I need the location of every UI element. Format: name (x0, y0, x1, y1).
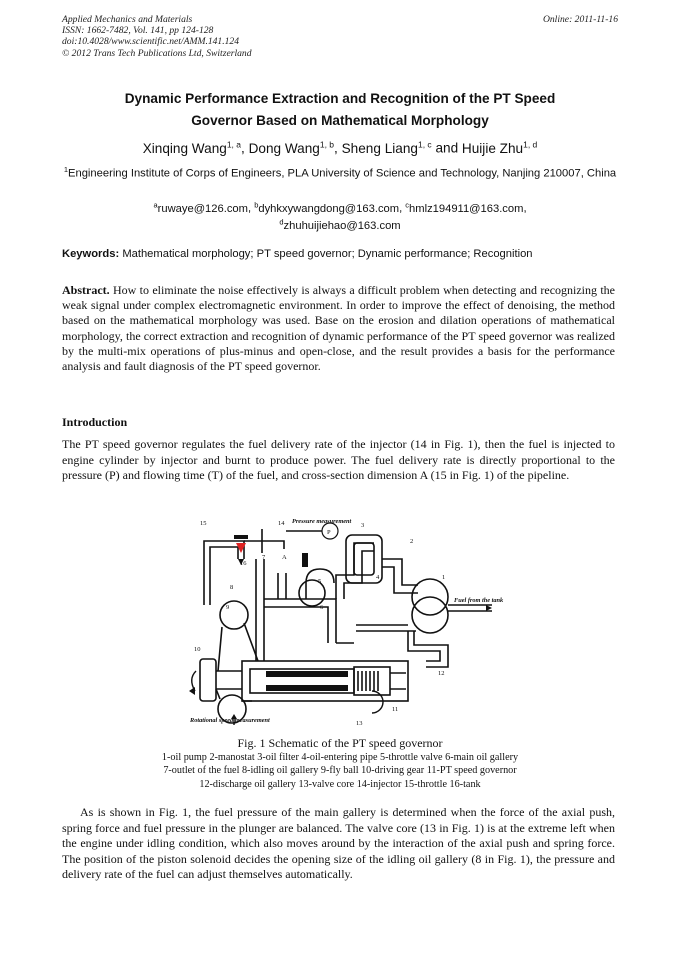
legend-line: 12-discharge oil gallery 13-valve core 14-injector 15-throttle 16-tank (199, 778, 481, 790)
label-8: 8 (230, 584, 234, 591)
label-5: 5 (318, 578, 322, 585)
copyright-line: © 2012 Trans Tech Publications Ltd, Switzerland (62, 47, 252, 59)
author-list: Xinqing Wang$^{1, a}$, Dong Wang$^{1, b}$, Sheng Liang$^{1, c}$ and Huijie Zhu$^{1, d}$ (142, 139, 538, 156)
figure-caption: Fig. 1 Schematic of the PT speed governor (237, 736, 443, 750)
label-fuel-from-tank: Fuel from the tank (454, 597, 504, 604)
label-rotational-speed: Rotational speed measurement (190, 717, 270, 724)
affiliation: $^1$Engineering Institute of Corps of Engineers, PLA University of Science and Technology, Nanjing 210007, China (63, 165, 617, 180)
abstract-text: How to eliminate the noise effectively is always a difficult problem when detecting and recognizing the weak signal under complex electromagnetic environment. In order to improve the effect of denoising, the method based on the mathematical morphology was used. Base on the erosion and dilation operations of mathematical morphology, the correct extraction and recognition of dynamic performance of the PT speed governor was realized by the multi-mix operations of plus-minus and open-close, and the result provides a basis for the performance analysis and fault diagnosis of the PT speed governor. (62, 283, 616, 374)
abstract (62, 283, 615, 374)
label-16: 16 (240, 560, 247, 567)
label-7: 7 (262, 554, 266, 561)
legend-line: 7-outlet of the fuel 8-idling oil gallery 9-fly ball 10-driving gear 11-PT speed governor (163, 765, 517, 777)
introduction-paragraph-2: As is shown in Fig. 1, the fuel pressure of the main gallery is determined when the force of the axial push, spring force and fuel pressure in the plunger are balanced. The valve core (13 in Fig. 1) is at the extreme left when the engine under idling condition, which also moves around by the interaction of the axial push and spring force. The position of the piston solenoid decides the opening size of the idling oil gallery (8 in Fig. 1), the pressure and delivery rate of the fuel can adjust themselves automatically. (62, 805, 615, 881)
label-pressure-measurement: Pressure measurement (292, 518, 352, 525)
abstract-label: Abstract. (62, 283, 110, 297)
title-line-1: Dynamic Performance Extraction and Recognition of the PT Speed (124, 91, 556, 106)
figure-legend (62, 751, 618, 791)
keywords (62, 247, 618, 261)
journal-header (62, 14, 618, 59)
governor-schematic (186, 513, 504, 735)
label-13: 13 (356, 720, 363, 727)
label-12: 12 (438, 670, 445, 677)
email: $^d$zhuhuijiehao@163.com (279, 217, 401, 233)
label-9: 9 (226, 604, 230, 611)
label-15: 15 (200, 520, 207, 527)
keywords-text: Mathematical morphology; PT speed governor; Dynamic performance; Recognition (122, 248, 533, 260)
label-3: 3 (361, 522, 365, 529)
label-14: 14 (278, 520, 285, 527)
label-10: 10 (194, 646, 201, 653)
label-1: 1 (442, 574, 446, 581)
email-list: $^a$ruwaye@126.com, $^b$dyhkxywangdong@163.com, $^c$hmlz194911@163.com, $^d$zhuhuijiehao@163.com (153, 200, 527, 233)
label-4: 4 (376, 574, 380, 581)
title-line-2: Governor Based on Mathematical Morphology (191, 113, 489, 128)
doi-line: doi:10.4028/www.scientific.net/AMM.141.124 (62, 36, 240, 48)
author: Sheng Liang$^{1, c}$ (341, 139, 432, 156)
keywords-label: Keywords: (62, 248, 120, 260)
label-11: 11 (392, 706, 399, 713)
email: $^c$hmlz194911@163.com (405, 200, 524, 215)
issn-line: ISSN: 1662-7482, Vol. 141, pp 124-128 (62, 25, 214, 37)
email: $^a$ruwaye@126.com (153, 200, 248, 215)
figure-1 (186, 513, 504, 735)
online-date: Online: 2011-11-16 (542, 14, 618, 25)
label-6: 6 (320, 604, 324, 611)
author: Xinqing Wang$^{1, a}$ (142, 139, 242, 156)
introduction-paragraph-1: The PT speed governor regulates the fuel delivery rate of the injector (14 in Fig. 1), then the fuel is injected to engine cylinder by injector and burnt to produce power. The fuel delivery rate is directly proportional to the pressure (P) and flowing time (T) of the fuel, and cross-section dimension A (15 in Fig. 1) of the pipeline. (62, 437, 615, 483)
journal-name: Applied Mechanics and Materials (62, 14, 193, 25)
label-p: P (327, 529, 331, 536)
author: Huijie Zhu$^{1, d}$ (461, 139, 538, 156)
author: Dong Wang$^{1, b}$ (248, 139, 335, 156)
email: $^b$dyhkxywangdong@163.com (254, 200, 400, 215)
label-2: 2 (410, 538, 414, 545)
paper-title (62, 88, 618, 132)
label-a: A (282, 554, 287, 561)
section-heading-introduction: Introduction (62, 415, 128, 429)
legend-line: 1-oil pump 2-manostat 3-oil filter 4-oil-entering pipe 5-throttle valve 6-main oil gallery (161, 752, 519, 763)
